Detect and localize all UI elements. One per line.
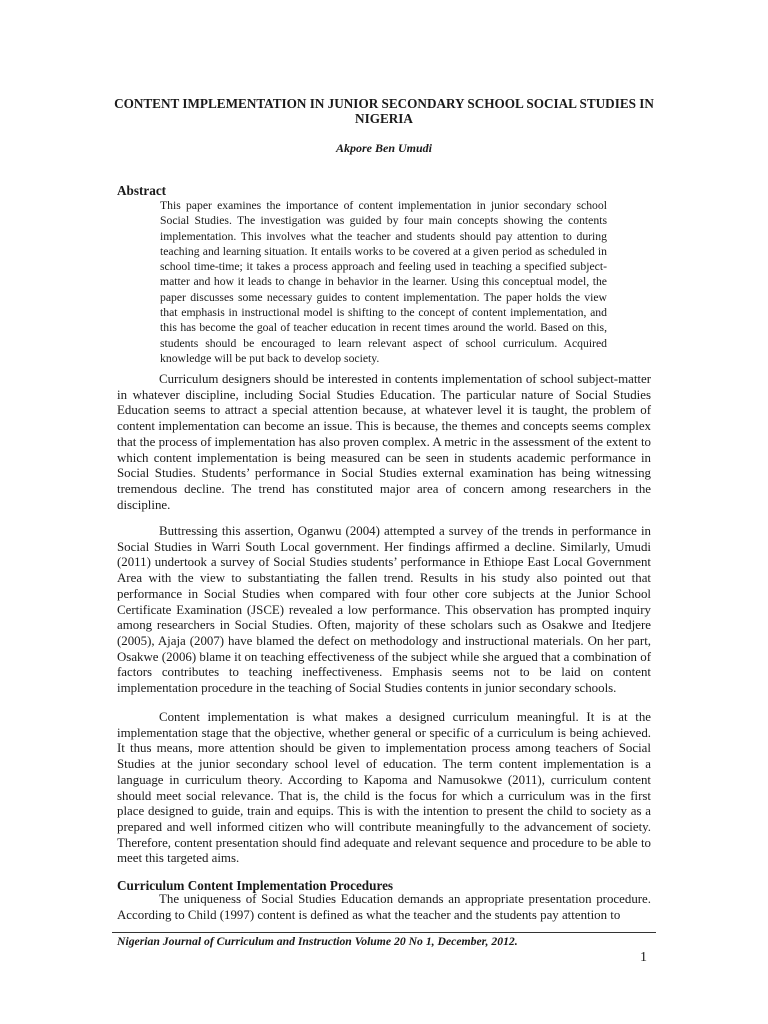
page-number: 1: [640, 950, 647, 965]
footer-rule: [112, 932, 656, 933]
paper-title: CONTENT IMPLEMENTATION IN JUNIOR SECONDARY SCHOOL SOCIAL STUDIES IN NIGERIA: [114, 96, 654, 126]
abstract-text: This paper examines the importance of content implementation in junior secondary school Social Studies. The investigation was guided by four main concepts showing the contents implementation. This involves what the teacher and students should pay attention to during teaching and learning situation. It entails works to be covered at a given period as scheduled in school time-time; it takes a process approach and feeling used in teaching a specified subject-matter and how it leads to change in behavior in the learner. Using this conceptual model, the paper discusses some necessary guides to content implementation. The paper holds the view that emphasis in instructional model is shifting to the concept of content implementation, and this has become the goal of teacher education in recent times around the world. Based on this, students should be encouraged to learn relevant aspect of school curriculum. Acquired knowledge will be put back to develop society.: [160, 199, 607, 365]
journal-footer: Nigerian Journal of Curriculum and Instruction Volume 20 No 1, December, 2012.: [117, 935, 518, 948]
abstract-heading: Abstract: [117, 183, 167, 198]
body-paragraph: Curriculum designers should be interested in contents implementation of school subject-matter in whatever discipline, including Social Studies Education. The particular nature of Social Studies Education seems to attract a special attention because, at whatever level it is taught, the problem of content implementation can become an issue. This is because, the themes and concepts seems complex that the process of implementation has also proven complex. A metric in the assessment of the extent to which content implementation is being measured can be seen in students academic performance in Social Studies. Students’ performance in Social Studies external examination has being witnessing tremendous decline. The trend has constituted major area of concern among researchers in the discipline.: [117, 372, 651, 512]
author-name: Akpore Ben Umudi: [335, 141, 432, 155]
section-paragraph: The uniqueness of Social Studies Education demands an appropriate presentation procedure. According to Child (1997) content is defined as what the teacher and the students pay attention to: [117, 892, 651, 922]
body-paragraph: Buttressing this assertion, Oganwu (2004) attempted a survey of the trends in performance in Social Studies in Warri South Local government. Her findings affirmed a decline. Similarly, Umudi (2011) undertook a survey of Social Studies students’ performance in Ethiope East Local Government Area with the view to substantiating the fallen trend. Results in his study also pointed out that performance in Social Studies when compared with four other core subjects at the Junior School Certificate Examination (JSCE) revealed a low performance. This observation has prompted inquiry among researchers in Social Studies. Often, majority of these scholars such as Osakwe and Itedjere (2005), Ajaja (2007) have blamed the defect on methodology and instructional materials. On her part, Osakwe (2006) blame it on teaching effectiveness of the subject while she argued that a combination of factors contributes to teaching ineffectiveness. Emphasis seems not to be laid on content implementation procedure in the teaching of Social Studies contents in junior secondary schools.: [117, 524, 651, 696]
body-paragraph: Content implementation is what makes a designed curriculum meaningful. It is at the implementation stage that the objective, whether general or specific of a curriculum is being achieved. It thus means, more attention should be given to implementation process among teachers of Social Studies at the junior secondary school level of education. The term content implementation is a language in curriculum theory. According to Kapoma and Namusokwe (2011), curriculum content should meet social relevance. That is, the child is the focus for which a curriculum was in the first place designed to guide, train and equips. This is with the intention to present the child to society as a prepared and well informed citizen who will contribute meaningfully to the advancement of society. Therefore, content presentation should find adequate and relevant sequence and procedure to be able to meet this targeted aims.: [117, 710, 651, 866]
section-heading: Curriculum Content Implementation Procedures: [117, 878, 394, 893]
